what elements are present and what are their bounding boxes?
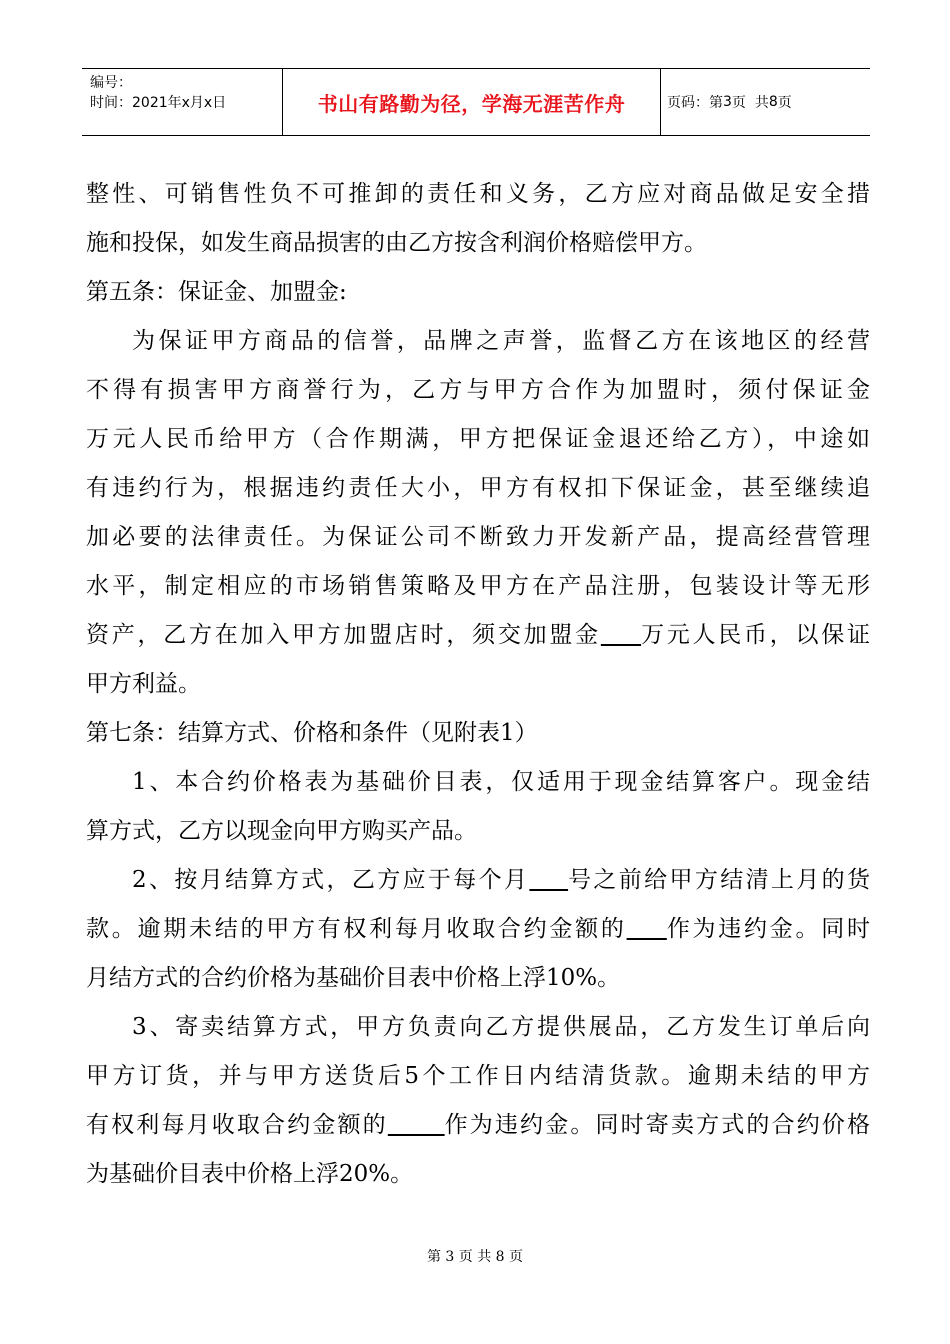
footer-prefix: 第 [426,1249,441,1265]
fill-in-blank [627,916,667,942]
text-line: 水平，制定相应的市场销售策略及甲方在产品注册，包装设计等无形 [86,573,870,599]
text-line: 万元人民币给甲方（合作期满，甲方把保证金退还给乙方），中途如 [86,426,870,452]
section-heading-article-7: 第七条：结算方式、价格和条件（见附表1） [86,720,538,746]
footer-page-number: 3 [445,1249,455,1265]
text-segment: 万元人民币，以保证 [641,622,870,648]
text-segment: 有权利每月收取合约金额的 [86,1112,388,1138]
text-segment: 号之前给甲方结清上月的货 [568,867,870,893]
text-line: 加必要的法律责任。为保证公司不断致力开发新产品，提高经营管理 [86,524,870,550]
text-line: 整性、可销售性负不可推卸的责任和义务，乙方应对商品做足安全措 [86,181,870,207]
fill-in-blank [529,867,568,893]
footer-mid: 页 共 [458,1249,492,1265]
footer-suffix: 页 [509,1249,524,1265]
text-line: 3、寄卖结算方式，甲方负责向乙方提供展品，乙方发生订单后向 [132,1014,870,1040]
header-page-number: 3 [723,94,732,110]
text-line: 1、本合约价格表为基础价目表，仅适用于现金结算客户。现金结 [132,769,870,795]
text-segment: 资产，乙方在加入甲方加盟店时，须交加盟金 [86,622,601,648]
fill-in-blank [388,1112,445,1138]
section-heading-article-5: 第五条：保证金、加盟金: [86,279,347,305]
text-line: 甲方订货，并与甲方送货后5个工作日内结清货款。逾期未结的甲方 [86,1063,870,1089]
header-page-mid: 页 共 [731,95,769,111]
page-footer [0,1246,950,1266]
text-line: 施和投保，如发生商品损害的由乙方按含利润价格赔偿甲方。 [86,230,707,256]
text-line: 算方式，乙方以现金向甲方购买产品。 [86,818,477,844]
page-header [82,68,870,136]
text-line: 为保证甲方商品的信誉，品牌之声誉，监督乙方在该地区的经营 [132,328,870,354]
header-page-prefix: 页码：第 [667,95,723,111]
text-line: 为基础价目表中价格上浮20%。 [86,1161,414,1187]
text-segment: 2、按月结算方式，乙方应于每个月 [132,867,530,893]
text-line [86,1101,870,1150]
header-page-total: 8 [768,94,778,110]
text-segment: 款。逾期未结的甲方有权利每月收取合约金额的 [86,916,627,942]
document-time-label: 时间：2021年x月x日 [90,95,227,111]
header-info-cell [82,69,283,135]
text-line: 月结方式的合约价格为基础价目表中价格上浮10%。 [86,965,621,991]
text-segment: 作为违约金。同时寄卖方式的合约价格 [444,1112,870,1138]
text-line [86,611,870,660]
document-number-label: 编号： [90,75,132,91]
text-line: 有违约行为，根据违约责任大小，甲方有权扣下保证金，甚至继续追 [86,475,870,501]
header-page-indicator [661,69,870,135]
text-line: 不得有损害甲方商誉行为，乙方与甲方合作为加盟时，须付保证金 [86,377,870,403]
footer-page-total: 8 [495,1249,505,1265]
document-body [86,170,870,1199]
header-page-suffix: 页 [777,95,792,111]
header-motto: 书山有路勤为径，学海无涯苦作舟 [283,69,661,135]
text-segment: 作为违约金。同时 [666,916,870,942]
text-line [86,905,870,954]
text-line: 甲方利益。 [86,671,201,697]
text-line [86,856,870,905]
fill-in-blank [601,622,641,648]
